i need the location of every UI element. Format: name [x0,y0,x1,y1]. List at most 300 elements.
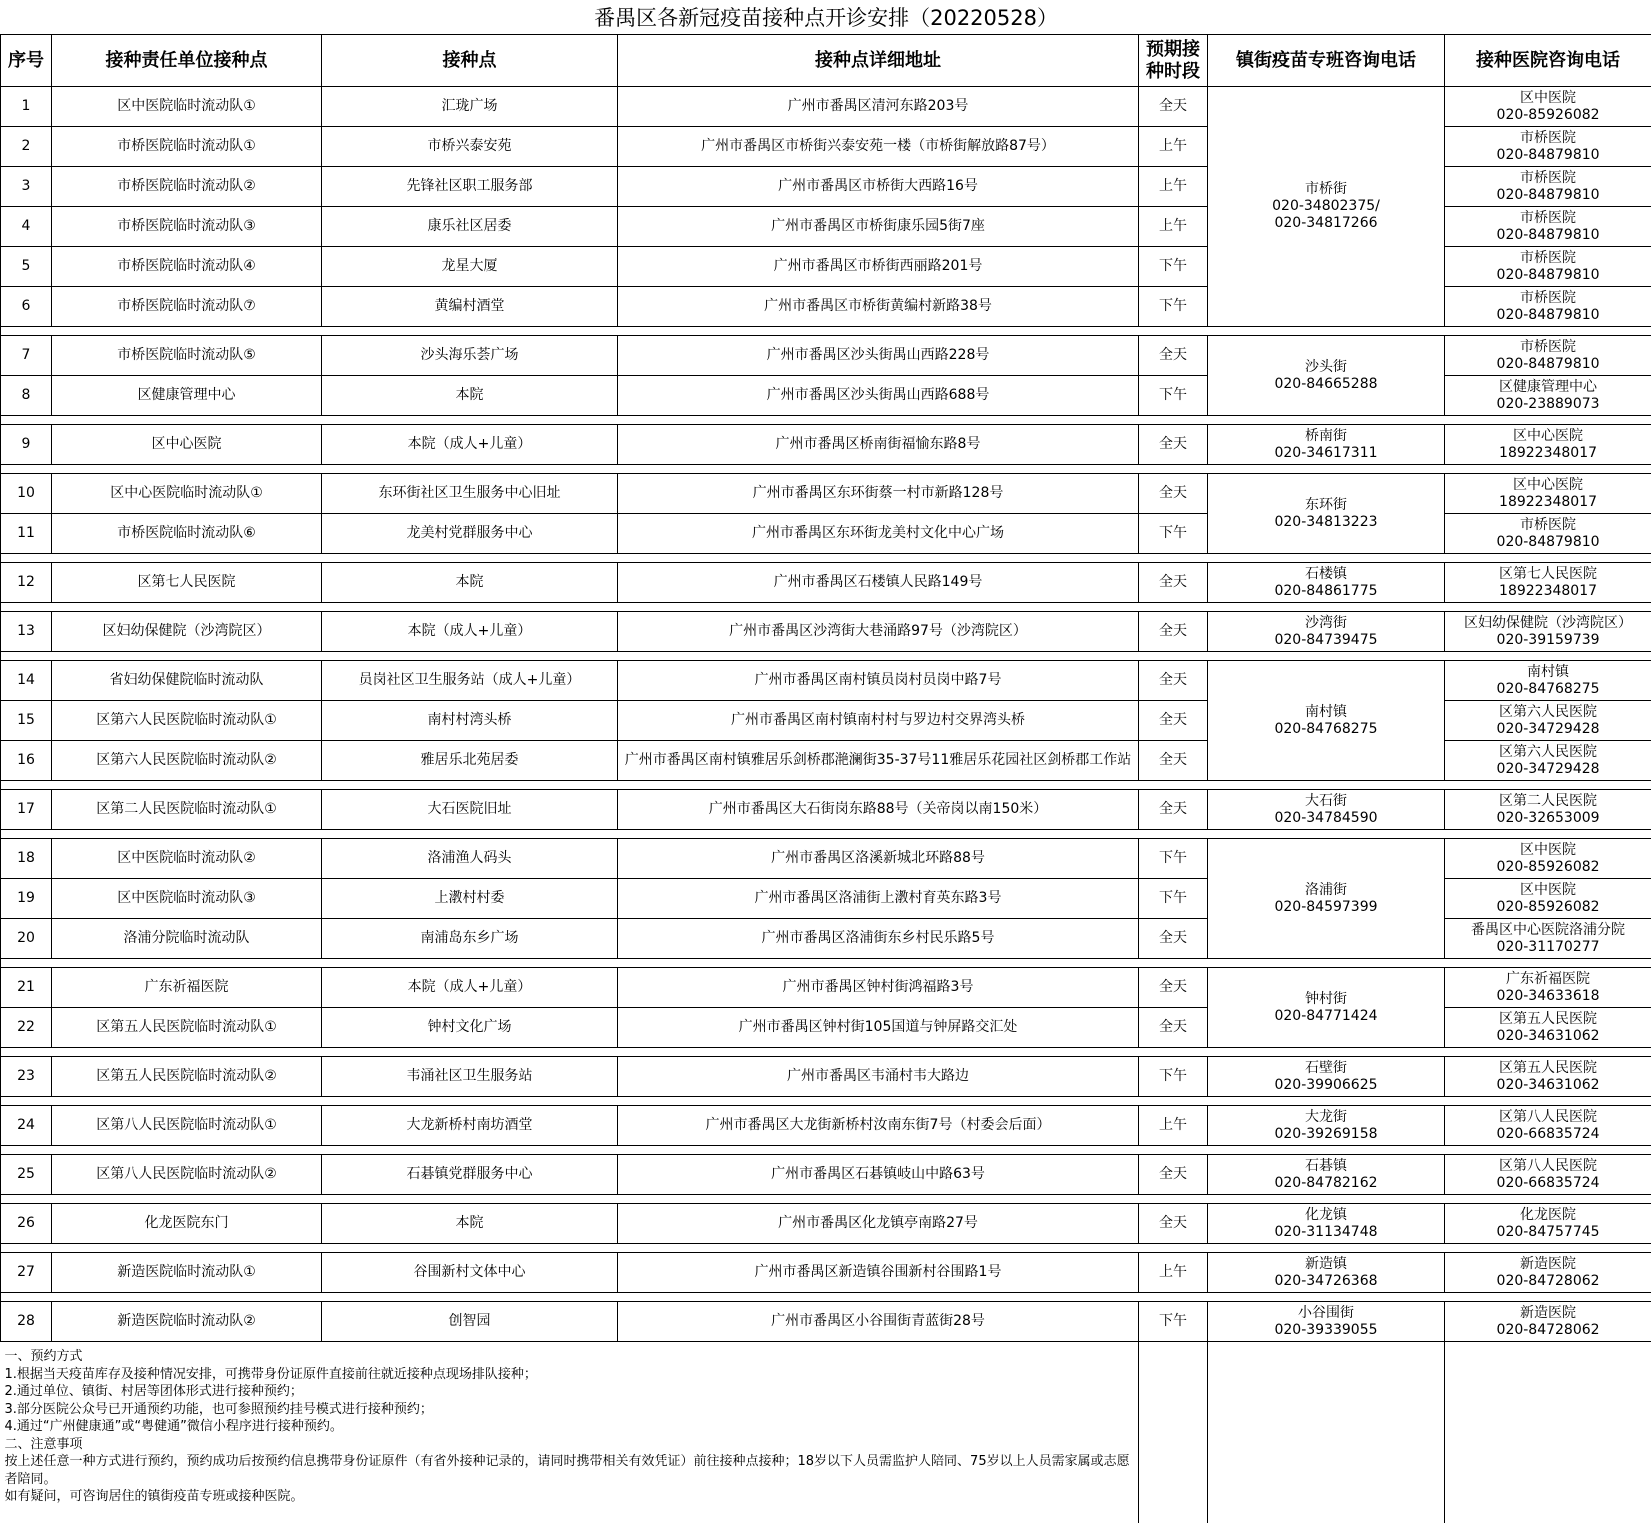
group-separator [1,603,1651,612]
address-cell: 广州市番禺区钟村街鸿福路3号 [618,968,1139,1008]
site-cell: 东环街社区卫生服务中心旧址 [322,474,618,514]
header-hospital-phone: 接种医院咨询电话 [1445,35,1651,87]
seq-cell: 8 [1,376,52,416]
hospital-phone-cell [1445,741,1651,781]
hospital-phone-cell [1445,612,1651,652]
hospital-name: 市桥医院 [1520,169,1577,186]
separator-cell [1,416,1651,425]
address-cell: 广州市番禺区钟村街105国道与钟屏路交汇处 [618,1008,1139,1048]
period-cell: 下午 [1139,287,1208,327]
hospital-tel: 020-85926082 [1496,898,1600,915]
hospital-tel: 020-85926082 [1496,106,1600,123]
period-cell: 下午 [1139,514,1208,554]
header-seq: 序号 [1,35,52,87]
site-cell: 员岗社区卫生服务站（成人+儿童） [322,661,618,701]
hospital-tel: 020-84879810 [1496,266,1600,283]
hospital-phone-cell [1445,1155,1651,1195]
town-tel: 020-31134748 [1274,1223,1378,1240]
header-town-phone: 镇街疫苗专班咨询电话 [1208,35,1445,87]
site-cell: 洛浦渔人码头 [322,839,618,879]
site-cell: 黄编村酒堂 [322,287,618,327]
town-name: 大石街 [1305,792,1347,809]
site-cell: 雅居乐北苑居委 [322,741,618,781]
hospital-tel: 020-84728062 [1496,1321,1600,1338]
town-phone-cell [1208,425,1445,465]
unit-cell: 市桥医院临时流动队④ [52,247,322,287]
site-cell: 上漖村村委 [322,879,618,919]
hospital-phone-cell [1445,1204,1651,1244]
site-cell: 大石医院旧址 [322,790,618,830]
hospital-tel: 020-84879810 [1496,226,1600,243]
address-cell: 广州市番禺区市桥街黄编村新路38号 [618,287,1139,327]
seq-cell: 16 [1,741,52,781]
address-cell: 广州市番禺区桥南街福愉东路8号 [618,425,1139,465]
hospital-phone-cell [1445,127,1651,167]
hospital-name: 市桥医院 [1520,338,1577,355]
seq-cell: 7 [1,336,52,376]
group-separator [1,465,1651,474]
address-cell: 广州市番禺区大龙街新桥村汝南东街7号（村委会后面） [618,1106,1139,1146]
town-tel: 020-84739475 [1274,631,1378,648]
town-tel-2: 020-34817266 [1274,215,1378,231]
town-phone-cell [1208,968,1445,1048]
unit-cell: 市桥医院临时流动队⑥ [52,514,322,554]
address-cell: 广州市番禺区韦涌村韦大路边 [618,1057,1139,1097]
seq-cell: 19 [1,879,52,919]
address-cell: 广州市番禺区石楼镇人民路149号 [618,563,1139,603]
seq-cell: 9 [1,425,52,465]
unit-cell: 区中心医院 [52,425,322,465]
note-line: 1.根据当天疫苗库存及接种情况安排，可携带身份证原件直接前往就近接种点现场排队接种； [4,1366,537,1382]
table-row [1,87,1651,127]
address-cell: 广州市番禺区沙头街禺山西路688号 [618,376,1139,416]
site-cell: 先锋社区职工服务部 [322,167,618,207]
unit-cell: 区第二人民医院临时流动队① [52,790,322,830]
address-cell: 广州市番禺区清河东路203号 [618,87,1139,127]
hospital-phone-cell [1445,474,1651,514]
address-cell: 广州市番禺区南村镇雅居乐剑桥郡滟澜街35-37号11雅居乐花园社区剑桥郡工作站 [618,741,1139,781]
unit-cell: 市桥医院临时流动队② [52,167,322,207]
unit-cell: 区中医院临时流动队③ [52,879,322,919]
site-cell: 石碁镇党群服务中心 [322,1155,618,1195]
town-name: 东环街 [1305,496,1347,513]
address-cell: 广州市番禺区大石街岗东路88号（关帝岗以南150米） [618,790,1139,830]
hospital-name: 区健康管理中心 [1499,378,1598,395]
notes-empty-cell [1208,1342,1445,1524]
seq-cell: 11 [1,514,52,554]
hospital-tel: 020-34633618 [1496,987,1600,1004]
header-site: 接种点 [322,35,618,87]
site-cell: 韦涌社区卫生服务站 [322,1057,618,1097]
separator-cell [1,1048,1651,1057]
site-cell: 康乐社区居委 [322,207,618,247]
hospital-name: 新造医院 [1520,1304,1577,1321]
period-cell: 上午 [1139,1253,1208,1293]
address-cell: 广州市番禺区洛浦街上漖村育英东路3号 [618,879,1139,919]
site-cell: 谷围新村文体中心 [322,1253,618,1293]
separator-cell [1,652,1651,661]
group-separator [1,652,1651,661]
separator-cell [1,1244,1651,1253]
notes-block [1,1342,1139,1524]
period-cell: 全天 [1139,1155,1208,1195]
table-row [1,1155,1651,1195]
hospital-name: 区中心医院 [1513,427,1584,444]
site-cell: 本院（成人+儿童） [322,612,618,652]
period-cell: 下午 [1139,839,1208,879]
separator-cell [1,830,1651,839]
seq-cell: 26 [1,1204,52,1244]
hospital-phone-cell [1445,1057,1651,1097]
unit-cell: 区中心医院临时流动队① [52,474,322,514]
town-phone-cell [1208,1204,1445,1244]
town-phone-cell [1208,87,1445,327]
group-separator [1,1293,1651,1302]
town-tel: 020-39339055 [1274,1321,1378,1338]
hospital-tel: 020-84768275 [1496,680,1600,697]
period-cell: 全天 [1139,919,1208,959]
seq-cell: 12 [1,563,52,603]
hospital-tel: 020-23889073 [1496,395,1600,412]
unit-cell: 区第七人民医院 [52,563,322,603]
notes-empty-cell [1445,1342,1651,1524]
hospital-name: 区第七人民医院 [1499,565,1598,582]
town-name: 石楼镇 [1305,565,1347,582]
town-name: 南村镇 [1305,703,1347,720]
seq-cell: 15 [1,701,52,741]
hospital-name: 区妇幼保健院（沙湾院区） [1464,614,1633,631]
unit-cell: 区第八人民医院临时流动队① [52,1106,322,1146]
hospital-name: 化龙医院 [1520,1206,1577,1223]
town-phone-cell [1208,474,1445,554]
hospital-phone-cell [1445,701,1651,741]
table-row [1,661,1651,701]
seq-cell: 10 [1,474,52,514]
note-line: 二、注意事项 [4,1436,83,1452]
hospital-tel: 18922348017 [1499,444,1598,461]
unit-cell: 市桥医院临时流动队⑤ [52,336,322,376]
period-cell: 全天 [1139,701,1208,741]
notes-row [1,1342,1651,1524]
town-name: 石壁街 [1305,1059,1347,1076]
site-cell: 本院 [322,1204,618,1244]
period-cell: 上午 [1139,207,1208,247]
table-row [1,1302,1651,1342]
period-cell: 下午 [1139,376,1208,416]
seq-cell: 21 [1,968,52,1008]
unit-cell: 市桥医院临时流动队③ [52,207,322,247]
group-separator [1,327,1651,336]
site-cell: 市桥兴泰安苑 [322,127,618,167]
separator-cell [1,603,1651,612]
table-row [1,336,1651,376]
hospital-name: 区中医院 [1520,841,1577,858]
town-name: 沙湾街 [1305,614,1347,631]
hospital-tel: 020-84879810 [1496,186,1600,203]
seq-cell: 4 [1,207,52,247]
unit-cell: 省妇幼保健院临时流动队 [52,661,322,701]
group-separator [1,554,1651,563]
header-address: 接种点详细地址 [618,35,1139,87]
unit-cell: 区中医院临时流动队② [52,839,322,879]
unit-cell: 区妇幼保健院（沙湾院区） [52,612,322,652]
town-phone-cell [1208,1155,1445,1195]
separator-cell [1,781,1651,790]
hospital-phone-cell [1445,376,1651,416]
unit-cell: 区第六人民医院临时流动队② [52,741,322,781]
unit-cell: 新造医院临时流动队② [52,1302,322,1342]
hospital-phone-cell [1445,839,1651,879]
hospital-name: 市桥医院 [1520,209,1577,226]
seq-cell: 18 [1,839,52,879]
address-cell: 广州市番禺区东环街蔡一村市新路128号 [618,474,1139,514]
hospital-phone-cell [1445,287,1651,327]
site-cell: 大龙新桥村南坊酒堂 [322,1106,618,1146]
hospital-name: 广东祈福医院 [1506,970,1591,987]
town-tel: 020-84771424 [1274,1007,1378,1024]
table-row [1,1253,1651,1293]
seq-cell: 6 [1,287,52,327]
unit-cell: 区第五人民医院临时流动队① [52,1008,322,1048]
table-row [1,1204,1651,1244]
unit-cell: 区第六人民医院临时流动队① [52,701,322,741]
hospital-name: 新造医院 [1520,1255,1577,1272]
town-phone-cell [1208,563,1445,603]
hospital-name: 区第八人民医院 [1499,1157,1598,1174]
table-row [1,425,1651,465]
hospital-name: 南村镇 [1527,663,1570,680]
unit-cell: 区健康管理中心 [52,376,322,416]
separator-cell [1,1146,1651,1155]
address-cell: 广州市番禺区市桥街康乐园5街7座 [618,207,1139,247]
note-line: 按上述任意一种方式进行预约，预约成功后按预约信息携带身份证原件（有省外接种记录的，请同时携带相关有效凭证）前往接种点接种；18岁以下人员需监护人陪同、75岁以上人员需家属或志愿者陪同。 [4,1454,1130,1487]
hospital-tel: 020-84879810 [1496,146,1600,163]
address-cell: 广州市番禺区沙头街禺山西路228号 [618,336,1139,376]
town-tel: 020-34802375/ [1272,198,1380,214]
town-tel: 020-84665288 [1274,375,1378,392]
period-cell: 全天 [1139,968,1208,1008]
hospital-phone-cell [1445,1106,1651,1146]
address-cell: 广州市番禺区市桥街西丽路201号 [618,247,1139,287]
period-cell: 全天 [1139,336,1208,376]
address-cell: 广州市番禺区沙湾街大巷涌路97号（沙湾院区） [618,612,1139,652]
header-unit: 接种责任单位接种点 [52,35,322,87]
hospital-name: 市桥医院 [1520,129,1577,146]
town-phone-cell [1208,839,1445,959]
seq-cell: 23 [1,1057,52,1097]
group-separator [1,1097,1651,1106]
town-phone-cell [1208,336,1445,416]
separator-cell [1,1195,1651,1204]
unit-cell: 广东祈福医院 [52,968,322,1008]
period-cell: 下午 [1139,1057,1208,1097]
unit-cell: 洛浦分院临时流动队 [52,919,322,959]
group-separator [1,1195,1651,1204]
note-line: 如有疑问，可咨询居住的镇街疫苗专班或接种医院。 [4,1489,304,1504]
address-cell: 广州市番禺区南村镇南村村与罗边村交界湾头桥 [618,701,1139,741]
period-cell: 全天 [1139,87,1208,127]
hospital-name: 市桥医院 [1520,289,1577,306]
table-row [1,839,1651,879]
hospital-phone-cell [1445,1253,1651,1293]
note-line: 一、预约方式 [4,1349,83,1364]
hospital-tel: 020-84879810 [1496,306,1600,323]
hospital-phone-cell [1445,968,1651,1008]
seq-cell: 5 [1,247,52,287]
hospital-tel: 020-34729428 [1496,760,1600,777]
hospital-tel: 020-34729428 [1496,720,1600,737]
group-separator [1,781,1651,790]
town-tel: 020-39906625 [1274,1076,1378,1093]
address-cell: 广州市番禺区石碁镇岐山中路63号 [618,1155,1139,1195]
hospital-phone-cell [1445,1008,1651,1048]
seq-cell: 20 [1,919,52,959]
hospital-tel: 020-31170277 [1496,938,1600,955]
seq-cell: 14 [1,661,52,701]
address-cell: 广州市番禺区南村镇员岗村员岗中路7号 [618,661,1139,701]
table-row [1,968,1651,1008]
hospital-phone-cell [1445,336,1651,376]
seq-cell: 27 [1,1253,52,1293]
address-cell: 广州市番禺区东环街龙美村文化中心广场 [618,514,1139,554]
town-tel: 020-84597399 [1274,898,1378,915]
address-cell: 广州市番禺区小谷围街青蓝街28号 [618,1302,1139,1342]
period-cell: 下午 [1139,1302,1208,1342]
site-cell: 创智园 [322,1302,618,1342]
seq-cell: 28 [1,1302,52,1342]
unit-cell: 化龙医院东门 [52,1204,322,1244]
separator-cell [1,465,1651,474]
separator-cell [1,1097,1651,1106]
hospital-tel: 020-66835724 [1496,1174,1600,1191]
address-cell: 广州市番禺区市桥街兴泰安苑一楼（市桥街解放路87号） [618,127,1139,167]
group-separator [1,1244,1651,1253]
site-cell: 南村村湾头桥 [322,701,618,741]
town-tel: 020-84861775 [1274,582,1378,599]
note-line: 3.部分医院公众号已开通预约功能，也可参照预约挂号模式进行接种预约； [4,1401,433,1417]
site-cell: 汇珑广场 [322,87,618,127]
site-cell: 本院（成人+儿童） [322,968,618,1008]
site-cell: 本院（成人+儿童） [322,425,618,465]
hospital-name: 番禺区中心医院洛浦分院 [1471,921,1626,938]
site-cell: 沙头海乐荟广场 [322,336,618,376]
table-row [1,1106,1651,1146]
table-row [1,612,1651,652]
hospital-phone-cell [1445,1302,1651,1342]
town-tel: 020-84768275 [1274,720,1378,737]
table-row [1,563,1651,603]
period-cell: 上午 [1139,1106,1208,1146]
hospital-phone-cell [1445,207,1651,247]
hospital-tel: 18922348017 [1499,493,1598,510]
town-tel: 020-84782162 [1274,1174,1378,1191]
period-cell: 上午 [1139,167,1208,207]
address-cell: 广州市番禺区市桥街大西路16号 [618,167,1139,207]
hospital-name: 区中心医院 [1513,476,1584,493]
group-separator [1,416,1651,425]
town-name: 市桥街 [1305,181,1347,197]
town-name: 桥南街 [1305,427,1347,444]
site-cell: 龙星大厦 [322,247,618,287]
group-separator [1,1048,1651,1057]
unit-cell: 区中医院临时流动队① [52,87,322,127]
period-cell: 全天 [1139,661,1208,701]
hospital-tel: 020-39159739 [1496,631,1600,648]
hospital-name: 区中医院 [1520,89,1577,106]
period-cell: 下午 [1139,247,1208,287]
group-separator [1,959,1651,968]
notes-empty-cell [1139,1342,1208,1524]
hospital-phone-cell [1445,87,1651,127]
town-phone-cell [1208,1253,1445,1293]
hospital-tel: 020-85926082 [1496,858,1600,875]
town-tel: 020-34726368 [1274,1272,1378,1289]
hospital-phone-cell [1445,167,1651,207]
hospital-name: 区第八人民医院 [1499,1108,1598,1125]
hospital-name: 区中医院 [1520,881,1577,898]
group-separator [1,1146,1651,1155]
seq-cell: 24 [1,1106,52,1146]
seq-cell: 3 [1,167,52,207]
seq-cell: 13 [1,612,52,652]
hospital-phone-cell [1445,425,1651,465]
town-name: 化龙镇 [1305,1206,1347,1223]
separator-cell [1,554,1651,563]
hospital-phone-cell [1445,790,1651,830]
town-tel: 020-34784590 [1274,809,1378,826]
town-tel: 020-34617311 [1274,444,1378,461]
hospital-tel: 020-84757745 [1496,1223,1600,1240]
address-cell: 广州市番禺区化龙镇亭南路27号 [618,1204,1139,1244]
period-cell: 全天 [1139,425,1208,465]
unit-cell: 新造医院临时流动队① [52,1253,322,1293]
town-name: 新造镇 [1305,1255,1347,1272]
unit-cell: 市桥医院临时流动队① [52,127,322,167]
hospital-phone-cell [1445,563,1651,603]
town-name: 洛浦街 [1305,881,1347,898]
town-tel: 020-34813223 [1274,513,1378,530]
site-cell: 本院 [322,563,618,603]
site-cell: 本院 [322,376,618,416]
page-title: 番禺区各新冠疫苗接种点开诊安排（20220528） [1,0,1651,35]
period-cell: 全天 [1139,563,1208,603]
address-cell: 广州市番禺区洛浦街东乡村民乐路5号 [618,919,1139,959]
hospital-name: 区第五人民医院 [1499,1010,1598,1027]
hospital-phone-cell [1445,919,1651,959]
town-name: 石碁镇 [1305,1157,1347,1174]
table-row [1,790,1651,830]
hospital-name: 市桥医院 [1520,516,1577,533]
hospital-phone-cell [1445,661,1651,701]
site-cell: 南浦岛东乡广场 [322,919,618,959]
period-cell: 全天 [1139,474,1208,514]
address-cell: 广州市番禺区新造镇谷围新村谷围路1号 [618,1253,1139,1293]
hospital-tel: 020-32653009 [1496,809,1600,826]
unit-cell: 市桥医院临时流动队⑦ [52,287,322,327]
unit-cell: 区第五人民医院临时流动队② [52,1057,322,1097]
table-row [1,1057,1651,1097]
hospital-tel: 020-84879810 [1496,533,1600,550]
hospital-tel: 18922348017 [1499,582,1598,599]
period-cell: 全天 [1139,612,1208,652]
hospital-name: 区第六人民医院 [1499,703,1598,720]
town-tel: 020-39269158 [1274,1125,1378,1142]
town-phone-cell [1208,612,1445,652]
seq-cell: 22 [1,1008,52,1048]
site-cell: 钟村文化广场 [322,1008,618,1048]
seq-cell: 17 [1,790,52,830]
hospital-name: 区第二人民医院 [1499,792,1598,809]
